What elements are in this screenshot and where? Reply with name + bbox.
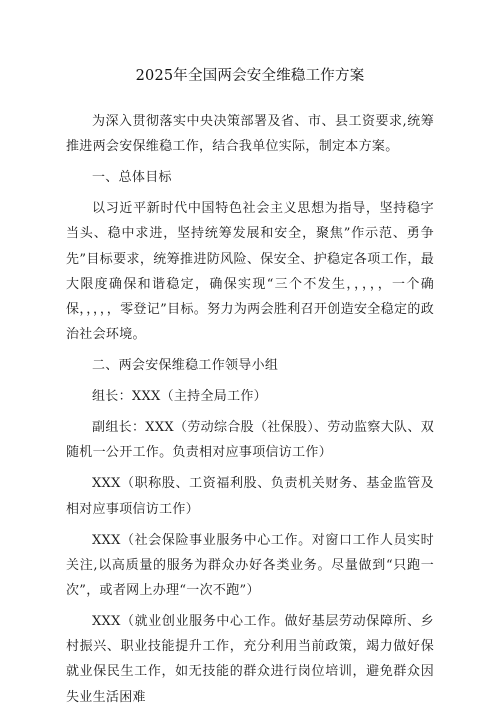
section-heading-goal: 一、总体目标 [92, 170, 172, 186]
document-title: 2025年全国两会安全维稳工作方案 [135, 68, 365, 84]
paragraph-member-3: XXX（就业创业服务中心工作。做好基层劳动保障所、乡村振兴、职业技能提升工作，充分利用当前政策，竭力做好保就业保民生工作，如无技能的群众进行岗位培训，避免群众因失业生活困难 [66, 614, 434, 705]
document-body [66, 109, 434, 710]
paragraph-goal: 以习近平新时代中国特色社会主义思想为指导，坚持稳字当头、稳中求进，坚持统筹发展和安全，聚焦”作示范、勇争先”目标要求，统筹推进防风险、保安全、护稳定各项工作，最大限度确保和谐稳定，确保实现“三个不发生，，，，，一个确保，，，，，零登记”目标。努力为两会胜利召开创造安全稳定的政治社会环境。 [66, 201, 434, 343]
paragraph-intro: 为深入贯彻落实中央决策部署及省、市、县工资要求,统筹推进两会安保维稳工作，结合我单位实际，制定本方案。 [66, 114, 434, 155]
paragraph-deputy-leader: 副组长：XXX（劳动综合股（社保股）、劳动监察大队、双随机一公开工作。负责相对应事项信访工作） [66, 420, 434, 461]
paragraph-leader: 组长：XXX（主持全局工作） [92, 389, 267, 405]
paragraph-member-2: XXX（社会保险事业服务中心工作。对窗口工作人员实时关注,以高质量的服务为群众办好各类业务。尽量做到“只跑一次”，或者网上办理“一次不跑”） [66, 532, 434, 599]
paragraph-member-1: XXX（职称股、工资福利股、负责机关财务、基金监管及相对应事项信访工作） [66, 476, 434, 517]
section-heading-leadership: 二、两会安保维稳工作领导小组 [92, 358, 279, 374]
